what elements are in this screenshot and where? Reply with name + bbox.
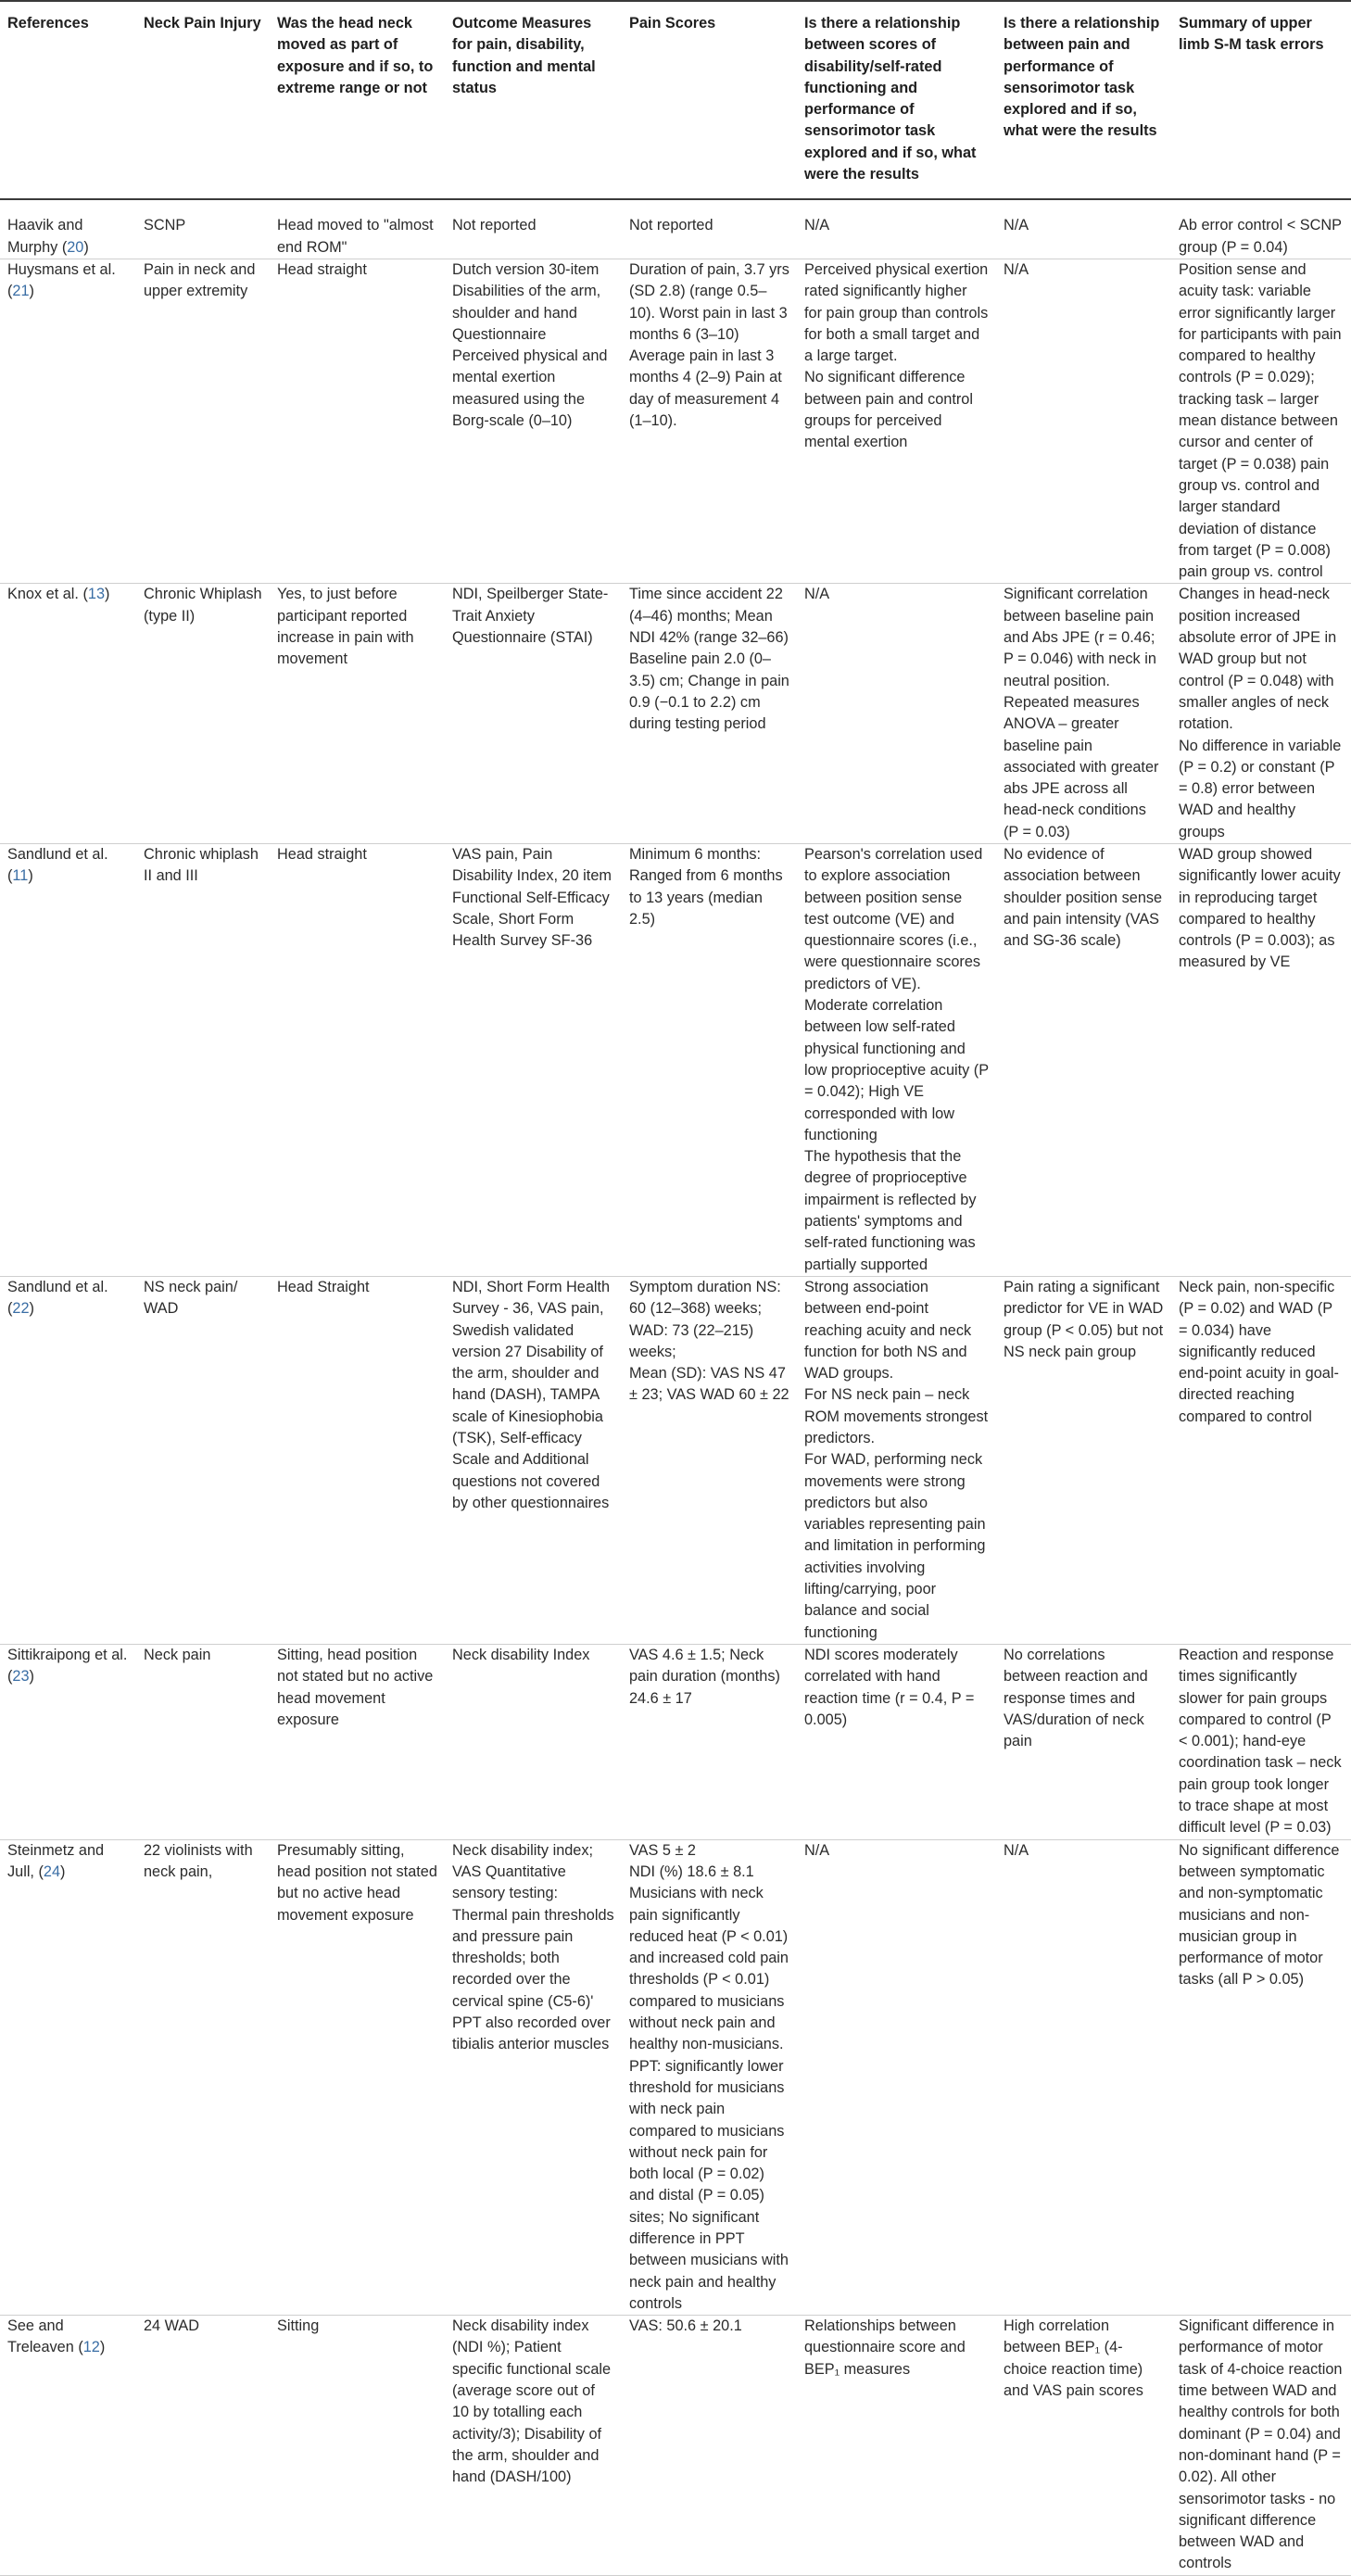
disability-relationship-cell: Relationships between questionnaire score and BEP₁ measures: [797, 2316, 996, 2576]
outcome-cell: Dutch version 30-item Disabilities of the arm, shoulder and hand Questionnaire Perceived physical and mental exertion measured using the Borg-scale (0–10): [445, 259, 622, 583]
outcome-cell: Not reported: [445, 199, 622, 259]
citation-link[interactable]: 20: [67, 238, 84, 256]
table-body: [0, 199, 1351, 2575]
table-row: [0, 259, 1351, 583]
reference-name: Knox et al.: [7, 586, 79, 603]
reference-name: See and Treleaven: [7, 2317, 74, 2356]
pain-scores-cell: [622, 1276, 797, 1644]
disability-relationship-cell: N/A: [797, 1839, 996, 2316]
outcome-cell: NDI, Short Form Health Survey - 36, VAS pain, Swedish validated version 27 Disability of the arm, shoulder and hand (DASH), TAMPA scale of Kinesiophobia (TSK), Self-efficacy Scale and Additional questions not covered by other questionnaires: [445, 1276, 622, 1644]
disability-relationship-cell: N/A: [797, 584, 996, 844]
outcome-cell: Neck disability index; VAS Quantitative sensory testing: Thermal pain thresholds and pressure pain thresholds; both recorded over the cervical spine (C5-6)' PPT also recorded over tibialis anterior muscles: [445, 1839, 622, 2316]
table-row: [0, 584, 1351, 844]
reference-name: Steinmetz and Jull,: [7, 1841, 105, 1880]
disability-relationship-cell: [797, 259, 996, 583]
head-moved-cell: Yes, to just before participant reported increase in pain with movement: [270, 584, 445, 844]
reference-cell: Haavik and Murphy (20): [0, 199, 136, 259]
reference-name: Sandlund et al.: [7, 1278, 108, 1295]
injury-cell: 22 violinists with neck pain,: [136, 1839, 270, 2316]
header-neck-pain-injury: Neck Pain Injury: [136, 1, 270, 199]
table-row: [0, 2316, 1351, 2576]
injury-cell: Chronic Whiplash (type II): [136, 584, 270, 844]
pain-relationship-cell: Pain rating a significant predictor for VE in WAD group (P < 0.05) but not NS neck pain group: [996, 1276, 1171, 1644]
pain-scores-cell: VAS 4.6 ± 1.5; Neck pain duration (months) 24.6 ± 17: [622, 1644, 797, 1839]
head-moved-cell: Head Straight: [270, 1276, 445, 1644]
citation-link[interactable]: 22: [12, 1300, 30, 1318]
summary-cell: No significant difference between symptomatic and non-symptomatic musicians and non-musician group in performance of motor tasks (all P > 0.05): [1171, 1839, 1351, 2316]
outcome-cell: NDI, Speilberger State-Trait Anxiety Questionnaire (STAI): [445, 584, 622, 844]
reference-name: Sandlund et al.: [7, 845, 108, 863]
header-pain-scores: Pain Scores: [622, 1, 797, 199]
summary-cell: Reaction and response times significantly slower for pain groups compared to control (P < 0.001); hand-eye coordination task – neck pain group took longer to trace shape at most difficult level (P = 0.03): [1171, 1644, 1351, 1839]
pain-relationship-cell: N/A: [996, 1839, 1171, 2316]
summary-text: Changes in head-neck position increased absolute error of JPE in WAD group but not control (P = 0.048) with smaller angles of neck rotation. No difference in variable (P = 0.2) or constant (P = 0.8) error between WAD and healthy groups: [1179, 586, 1342, 840]
summary-cell: Significant difference in performance of motor task of 4-choice reaction time between WAD and healthy controls for both dominant (P = 0.04) and non-dominant hand (P = 0.02). All other sensorimotor tasks - no significant difference between WAD and controls: [1171, 2316, 1351, 2576]
disability-relationship-text: Pearson's correlation used to explore association between position sense test outcome (VE) and questionnaire scores (i.e., were questionnaire scores predictors of VE). Moderate correlation between low self-rated physical functioning and low proprioceptive acuity (P = 0.042); High VE corresponded with low functioning The hypothesis that the degree of proprioceptive impairment is reflected by patients' symptoms and self-rated functioning was partially supported: [804, 845, 989, 1273]
outcome-cell: Neck disability index (NDI %); Patient specific functional scale (average score out of 10 by totalling each activity/3); Disability of the arm, shoulder and hand (DASH/100): [445, 2316, 622, 2576]
reference-cell: Sandlund et al. (22): [0, 1276, 136, 1644]
table-row: [0, 843, 1351, 1276]
pain-scores-text: Symptom duration NS: 60 (12–368) weeks; WAD: 73 (22–215) weeks; Mean (SD): VAS NS 47 ± 23; VAS WAD 60 ± 22: [629, 1278, 789, 1404]
table-row: [0, 199, 1351, 259]
citation-link[interactable]: 11: [12, 867, 29, 885]
citation-link[interactable]: 21: [12, 283, 30, 300]
pain-relationship-cell: No evidence of association between shoulder position sense and pain intensity (VAS and SG-36 scale): [996, 843, 1171, 1276]
disability-relationship-cell: [797, 1276, 996, 1644]
disability-relationship-text: Perceived physical exertion rated significantly higher for pain group than controls for both a small target and a large target. No significant difference between pain and control groups for perceived mental exertion: [804, 260, 989, 451]
summary-cell: [1171, 584, 1351, 844]
disability-relationship-cell: NDI scores moderately correlated with hand reaction time (r = 0.4, P = 0.005): [797, 1644, 996, 1839]
reference-name: Huysmans et al.: [7, 260, 116, 278]
reference-name: Sittikraipong et al.: [7, 1646, 128, 1663]
pain-scores-cell: Not reported: [622, 199, 797, 259]
disability-relationship-cell: N/A: [797, 199, 996, 259]
injury-cell: Chronic whiplash II and III: [136, 843, 270, 1276]
summary-cell: Ab error control < SCNP group (P = 0.04): [1171, 199, 1351, 259]
pain-relationship-cell: Significant correlation between baseline pain and Abs JPE (r = 0.46; P = 0.046) with neck in neutral position. Repeated measures ANOVA – greater baseline pain associated with greater abs JPE across all head-neck conditions (P = 0.03): [996, 584, 1171, 844]
header-head-moved: Was the head neck moved as part of exposure and if so, to extreme range or not: [270, 1, 445, 199]
pain-scores-cell: [622, 1839, 797, 2316]
citation-link[interactable]: 13: [87, 586, 106, 603]
disability-relationship-cell: [797, 843, 996, 1276]
header-summary: Summary of upper limb S-M task errors: [1171, 1, 1351, 199]
header-row: [0, 1, 1351, 199]
head-moved-cell: Presumably sitting, head position not stated but no active head movement exposure: [270, 1839, 445, 2316]
disability-relationship-text: Strong association between end-point reaching acuity and neck function for both NS and WAD groups. For NS neck pain – neck ROM movements strongest predictors. For WAD, performing neck movements were strong predictors but also variables representing pain and limitation in performing activities involving lifting/carrying, poor balance and social functioning: [804, 1278, 989, 1641]
head-moved-cell: Sitting, head position not stated but no active head movement exposure: [270, 1644, 445, 1839]
injury-cell: 24 WAD: [136, 2316, 270, 2576]
injury-cell: NS neck pain/ WAD: [136, 1276, 270, 1644]
table-row: [0, 1644, 1351, 1839]
pain-scores-cell: Time since accident 22 (4–46) months; Mean NDI 42% (range 32–66) Baseline pain 2.0 (0–3.5) cm; Change in pain 0.9 (−0.1 to 2.2) cm during testing period: [622, 584, 797, 844]
citation-link[interactable]: 24: [43, 1863, 61, 1880]
summary-cell: WAD group showed significantly lower acuity in reproducing target compared to healthy controls (P = 0.003); as measured by VE: [1171, 843, 1351, 1276]
pain-relationship-cell: N/A: [996, 259, 1171, 583]
citation-link[interactable]: 23: [12, 1668, 30, 1686]
pain-relationship-cell: N/A: [996, 199, 1171, 259]
injury-cell: Neck pain: [136, 1644, 270, 1839]
pain-scores-cell: Duration of pain, 3.7 yrs (SD 2.8) (range 0.5–10). Worst pain in last 3 months 6 (3–10) Average pain in last 3 months 4 (2–9) Pain at day of measurement 4 (1–10).: [622, 259, 797, 583]
pain-scores-text: VAS 5 ± 2 NDI (%) 18.6 ± 8.1 Musicians with neck pain significantly reduced heat (P < 0.01) and increased cold pain thresholds (P < 0.01) compared to musicians without neck pain and healthy non-musicians. PPT: significantly lower threshold for musicians with neck pain compared to musicians without neck pain for both local (P = 0.02) and distal (P = 0.05) sites; No significant difference in PPT between musicians with neck pain and healthy controls: [629, 1841, 789, 2312]
head-moved-cell: Head moved to "almost end ROM": [270, 199, 445, 259]
table-header: [0, 1, 1351, 199]
head-moved-cell: Head straight: [270, 843, 445, 1276]
reference-cell: Sittikraipong et al. (23): [0, 1644, 136, 1839]
header-disability-relationship: Is there a relationship between scores of disability/self-rated functioning and performance of sensorimotor task explored and if so, what were the results: [797, 1, 996, 199]
table-row: [0, 1276, 1351, 1644]
summary-cell: Neck pain, non-specific (P = 0.02) and WAD (P = 0.034) have significantly reduced end-point acuity in goal-directed reaching compared to control: [1171, 1276, 1351, 1644]
table-row: [0, 1839, 1351, 2316]
header-pain-relationship: Is there a relationship between pain and performance of sensorimotor task explored and if so, what were the results: [996, 1, 1171, 199]
outcome-cell: VAS pain, Pain Disability Index, 20 item Functional Self-Efficacy Scale, Short Form Health Survey SF-36: [445, 843, 622, 1276]
head-moved-cell: Sitting: [270, 2316, 445, 2576]
reference-cell: Steinmetz and Jull, (24): [0, 1839, 136, 2316]
summary-cell: Position sense and acuity task: variable error significantly larger for participants with pain compared to healthy controls (P = 0.029); tracking task – larger mean distance between cursor and center of target (P = 0.038) pain group vs. control and larger standard deviation of distance from target (P = 0.008) pain group vs. control: [1171, 259, 1351, 583]
reference-cell: Huysmans et al. (21): [0, 259, 136, 583]
reference-cell: See and Treleaven (12): [0, 2316, 136, 2576]
reference-cell: Knox et al. (13): [0, 584, 136, 844]
pain-scores-cell: Minimum 6 months: Ranged from 6 months to 13 years (median 2.5): [622, 843, 797, 1276]
reference-cell: Sandlund et al. (11): [0, 843, 136, 1276]
injury-cell: Pain in neck and upper extremity: [136, 259, 270, 583]
injury-cell: SCNP: [136, 199, 270, 259]
pain-relationship-cell: No correlations between reaction and response times and VAS/duration of neck pain: [996, 1644, 1171, 1839]
reference-name: Haavik and Murphy: [7, 217, 83, 256]
pain-scores-cell: VAS: 50.6 ± 20.1: [622, 2316, 797, 2576]
header-references: References: [0, 1, 136, 199]
pain-relationship-cell: High correlation between BEP₁ (4-choice reaction time) and VAS pain scores: [996, 2316, 1171, 2576]
outcome-cell: Neck disability Index: [445, 1644, 622, 1839]
citation-link[interactable]: 12: [82, 2339, 100, 2356]
head-moved-cell: Head straight: [270, 259, 445, 583]
header-outcome-measures: Outcome Measures for pain, disability, function and mental status: [445, 1, 622, 199]
